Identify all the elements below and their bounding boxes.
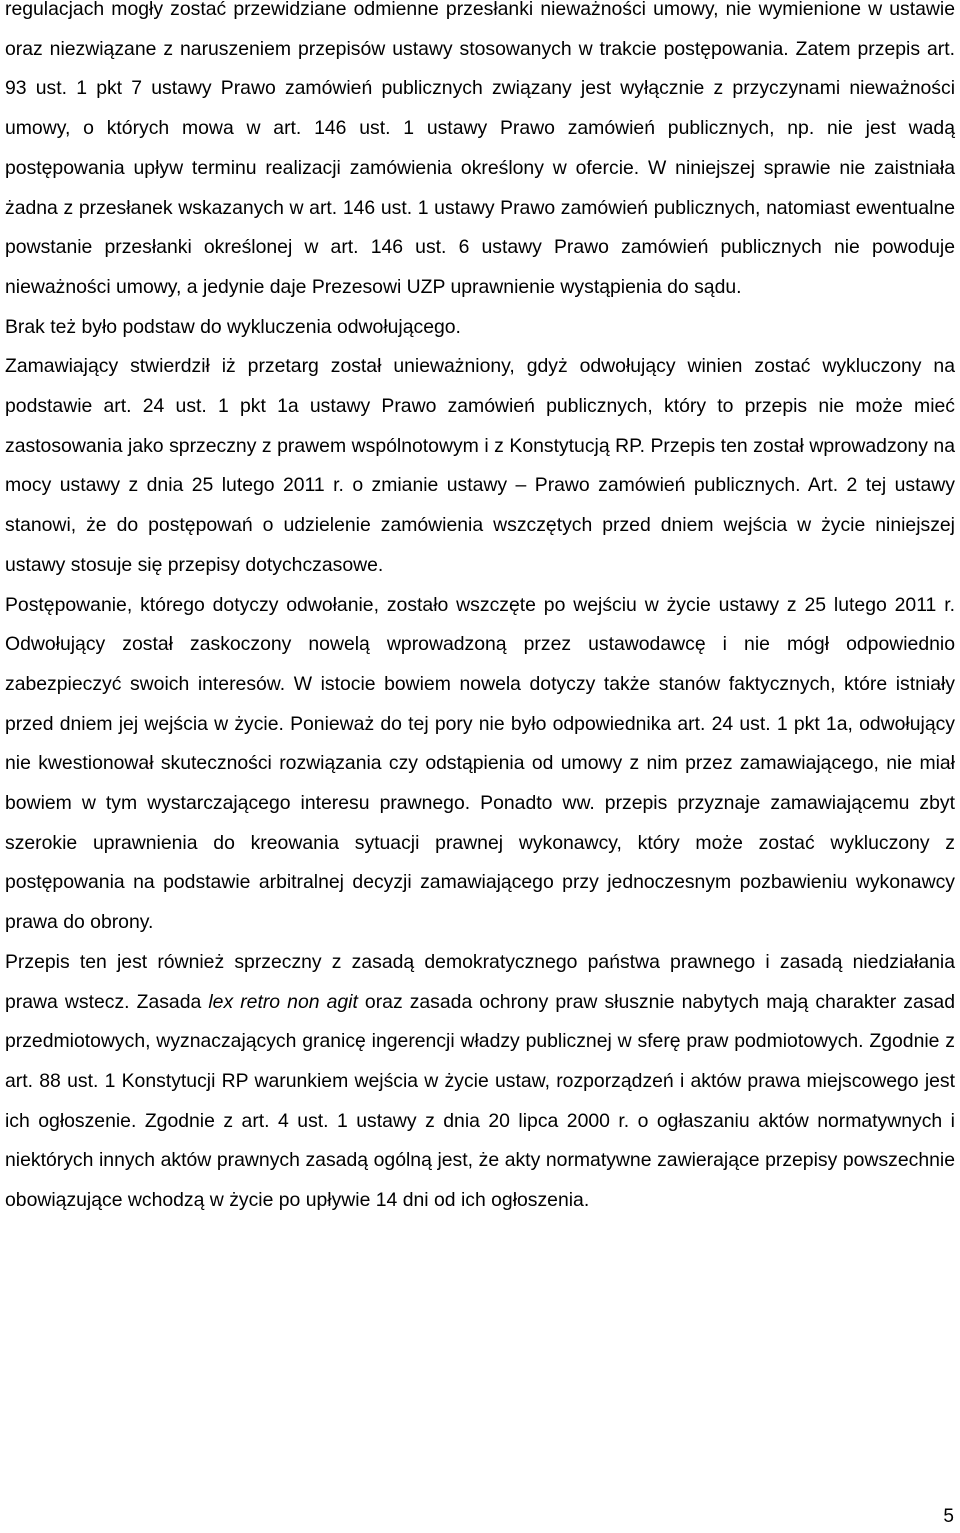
paragraph-3	[5, 347, 955, 585]
paragraph-4-text: Postępowanie, którego dotyczy odwołanie, zostało wszczęte po wejściu w życie ustawy z 25 lutego 2011 r. Odwołujący został zaskoczony nowelą wprowadzoną przez ustawodawcę i nie mógł odpowiednio zabezpieczyć swoich interesów. W istocie bowiem nowela dotyczy także stanów faktycznych, które istniały przed dniem jej wejścia w życie. Ponieważ do tej pory nie było odpowiednika art. 24 ust. 1 pkt 1a, odwołujący nie kwestionował skuteczności rozwiązania czy odstąpienia od umowy z nim przez zamawiającego, nie miał bowiem w tym wystarczającego interesu prawnego. Ponadto ww. przepis przyznaje zamawiającemu zbyt szerokie uprawnienia do kreowania sytuacji prawnej wykonawcy, który może zostać wykluczony z postępowania na podstawie arbitralnej decyzji zamawiającego przy jednoczesnym pozbawieniu wykonawcy prawa do obrony.	[5, 593, 955, 934]
latin-maxim: lex retro non agit	[208, 990, 358, 1013]
paragraph-5-text-a: Przepis ten jest również sprzeczny z zasadą demokratycznego państwa prawnego i zasadą niedziałania prawa wstecz. Zasada	[5, 950, 955, 1013]
paragraph-1	[5, 0, 955, 308]
paragraph-2-text: Brak też było podstaw do wykluczenia odwołującego.	[5, 315, 461, 338]
paragraph-2	[5, 308, 955, 348]
paragraph-5-text-b: oraz zasada ochrony praw słusznie nabytych mają charakter zasad przedmiotowych, wyznaczających granicę ingerencji władzy publicznej w sferę praw podmiotowych. Zgodnie z art. 88 ust. 1 Konstytucji RP warunkiem wejścia w życie ustaw, rozporządzeń i aktów prawa miejscowego jest ich ogłoszenie. Zgodnie z art. 4 ust. 1 ustawy z dnia 20 lipca 2000 r. o ogłaszaniu aktów normatywnych i niektórych innych aktów prawnych zasadą ogólną jest, że akty normatywne zawierające przepisy powszechnie obowiązujące wchodzą w życie po upływie 14 dni od ich ogłoszenia.	[5, 990, 955, 1212]
paragraph-3-text: Zamawiający stwierdził iż przetarg został unieważniony, gdyż odwołujący winien zostać wykluczony na podstawie art. 24 ust. 1 pkt 1a ustawy Prawo zamówień publicznych, który to przepis nie może mieć zastosowania jako sprzeczny z prawem wspólnotowym i z Konstytucją RP. Przepis ten został wprowadzony na mocy ustawy z dnia 25 lutego 2011 r. o zmianie ustawy – Prawo zamówień publicznych. Art. 2 tej ustawy stanowi, że do postępowań o udzielenie zamówienia wszczętych przed dniem wejścia w życie niniejszej ustawy stosuje się przepisy dotychczasowe.	[5, 355, 955, 576]
paragraph-1-text: regulacjach mogły zostać przewidziane odmienne przesłanki nieważności umowy, nie wymienione w ustawie oraz niezwiązane z naruszeniem przepisów ustawy stosowanych w trakcie postępowania. Zatem przepis art. 93 ust. 1 pkt 7 ustawy Prawo zamówień publicznych związany jest wyłącznie z przyczynami nieważności umowy, o których mowa w art. 146 ust. 1 ustawy Prawo zamówień publicznych, np. nie jest wadą postępowania upływ terminu realizacji zamówienia określony w ofercie. W niniejszej sprawie nie zaistniała żadna z przesłanek wskazanych w art. 146 ust. 1 ustawy Prawo zamówień publicznych, natomiast ewentualne powstanie przesłanki określonej w art. 146 ust. 6 ustawy Prawo zamówień publicznych nie powoduje nieważności umowy, a jedynie daje Prezesowi UZP uprawnienie wystąpienia do sądu.	[5, 0, 955, 298]
paragraph-4	[5, 586, 955, 943]
paragraph-5	[5, 943, 955, 1221]
document-body	[5, 0, 955, 1221]
page-number: 5	[943, 1506, 954, 1527]
